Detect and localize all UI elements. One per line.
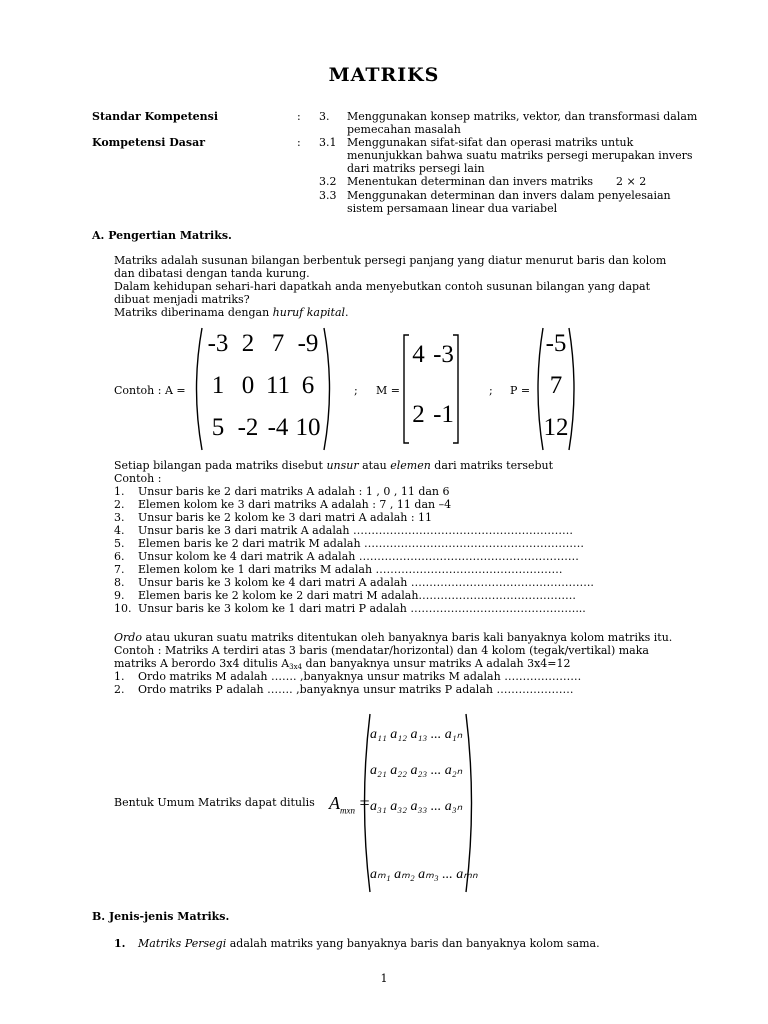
jenis-item-text bbox=[138, 937, 600, 950]
ordo-line-2: Contoh : Matriks A terdiri atas 3 baris (mendatar/horizontal) dan 4 kolom (tegak/vertikal) maka bbox=[114, 644, 649, 657]
unsur-intro-text-3: dari matriks tersebut bbox=[430, 459, 554, 472]
unsur-item-number: 2. bbox=[114, 498, 125, 511]
naming-italic: huruf kapital bbox=[272, 306, 346, 319]
general-equals: = bbox=[359, 793, 370, 813]
ordo-term: Ordo bbox=[114, 631, 142, 644]
matrix-a-cell: 1 bbox=[211, 372, 225, 399]
matrix-p-cell: -5 bbox=[545, 330, 567, 357]
ordo-line-1 bbox=[114, 631, 672, 644]
sk-label: Standar Kompetensi bbox=[92, 110, 219, 123]
unsur-intro bbox=[114, 459, 553, 472]
matrix-a-cell: 7 bbox=[271, 330, 285, 357]
kd1-number: 3.1 bbox=[319, 136, 337, 149]
ordo-line-3-a: matriks A berordo 3x4 ditulis A bbox=[114, 657, 290, 670]
unsur-item-number: 5. bbox=[114, 537, 125, 550]
naming-end: . bbox=[345, 306, 349, 319]
elemen-term: elemen bbox=[390, 459, 431, 472]
naming-text: Matriks diberinama dengan bbox=[114, 306, 273, 319]
unsur-item-number: 1. bbox=[114, 485, 125, 498]
contoh-a-label: Contoh : A = bbox=[114, 384, 186, 397]
section-a-heading: A. Pengertian Matriks. bbox=[92, 229, 232, 242]
section-b-heading: B. Jenis-jenis Matriks. bbox=[92, 910, 230, 923]
general-matrix bbox=[359, 712, 478, 894]
unsur-item-number: 6. bbox=[114, 550, 125, 563]
label-m: M = bbox=[376, 384, 400, 397]
page-title: MATRIKS bbox=[328, 64, 440, 86]
semicolon-1: ; bbox=[354, 384, 358, 397]
kd2-number: 3.2 bbox=[319, 175, 337, 188]
naming-line bbox=[114, 306, 349, 319]
matrix-a-cell: 10 bbox=[295, 414, 321, 441]
unsur-item-number: 3. bbox=[114, 511, 125, 524]
matrix-m-cell: -3 bbox=[433, 341, 454, 368]
unsur-item-text: Unsur baris ke 2 dari matriks A adalah : 1 , 0 , 11 dan 6 bbox=[138, 485, 450, 498]
matrix-m-cell: 2 bbox=[412, 401, 425, 428]
jenis-item-number: 1. bbox=[114, 937, 126, 950]
matrix-p bbox=[535, 326, 577, 452]
contoh-label: Contoh : bbox=[114, 472, 162, 485]
general-row-3: a₃₁ a₃₂ a₃₃ ... a₃ₙ bbox=[370, 799, 463, 814]
unsur-item-number: 9. bbox=[114, 589, 125, 602]
definition-line-2: dan dibatasi dengan tanda kurung. bbox=[114, 267, 310, 280]
general-caption: Bentuk Umum Matriks dapat ditulis bbox=[114, 796, 315, 809]
matrix-a-cell: -2 bbox=[237, 414, 259, 441]
ordo-q2-text: Ordo matriks P adalah ……. ,banyaknya unsur matriks P adalah ………………… bbox=[138, 683, 574, 696]
matrix-m-cell: -1 bbox=[433, 401, 454, 428]
kd-colon: : bbox=[297, 136, 301, 149]
matrix-a-cell: -3 bbox=[207, 330, 229, 357]
matrix-a-cell: 11 bbox=[265, 372, 291, 399]
sk-line-1: Menggunakan konsep matriks, vektor, dan transformasi dalam bbox=[347, 110, 698, 123]
kd1-line-2: menunjukkan bahwa suatu matriks persegi merupakan invers bbox=[347, 149, 693, 162]
matrix-a bbox=[193, 326, 333, 452]
matrix-m-cell: 4 bbox=[412, 341, 425, 368]
kd3-line-1: Menggunakan determinan dan invers dalam penyelesaian bbox=[347, 189, 671, 202]
general-row-4: aₘ₁ aₘ₂ aₘ₃ ... aₘₙ bbox=[370, 867, 478, 882]
question-line-2: dibuat menjadi matriks? bbox=[114, 293, 250, 306]
ordo-line-3-b: dan banyaknya unsur matriks A adalah 3x4=12 bbox=[302, 657, 571, 670]
unsur-item-number: 4. bbox=[114, 524, 125, 537]
kd1-line-3: dari matriks persegi lain bbox=[347, 162, 485, 175]
kd1-line-1: Menggunakan sifat-sifat dan operasi matriks untuk bbox=[347, 136, 634, 149]
sk-line-2: pemecahan masalah bbox=[347, 123, 461, 136]
matrix-a-cell: 0 bbox=[241, 372, 255, 399]
ordo-subscript: 3x4 bbox=[289, 663, 303, 671]
general-row-1: a₁₁ a₁₂ a₁₃ ... a₁ₙ bbox=[370, 727, 463, 742]
matrix-m bbox=[402, 333, 460, 445]
ordo-q1-number: 1. bbox=[114, 670, 125, 683]
matriks-persegi-term: Matriks Persegi bbox=[138, 937, 227, 950]
page-number: 1 bbox=[380, 972, 388, 985]
sk-number: 3. bbox=[319, 110, 330, 123]
semicolon-2: ; bbox=[489, 384, 493, 397]
matrix-p-cell: 7 bbox=[549, 372, 563, 399]
kd3-line-2: sistem persamaan linear dua variabel bbox=[347, 202, 558, 215]
unsur-item-number: 8. bbox=[114, 576, 125, 589]
unsur-item-text: Elemen baris ke 2 dari matrik M adalah …………………………………………………… bbox=[138, 537, 585, 550]
unsur-item-text: Unsur baris ke 3 kolom ke 4 dari matri A adalah ………………………………………….. bbox=[138, 576, 594, 589]
matrix-p-cell: 12 bbox=[543, 414, 569, 441]
unsur-item-text: Elemen kolom ke 3 dari matriks A adalah : 7 , 11 dan –4 bbox=[138, 498, 452, 511]
matrix-a-cell: 2 bbox=[241, 330, 255, 357]
unsur-intro-text-1: Setiap bilangan pada matriks disebut bbox=[114, 459, 327, 472]
unsur-item-text: Unsur baris ke 3 dari matrik A adalah …………………………………………………… bbox=[138, 524, 573, 537]
matriks-persegi-definition: adalah matriks yang banyaknya baris dan banyaknya kolom sama. bbox=[226, 937, 600, 950]
kd2-dimension: 2 × 2 bbox=[616, 175, 647, 188]
unsur-item-text: Unsur baris ke 2 kolom ke 3 dari matri A adalah : 11 bbox=[138, 511, 433, 524]
ordo-q2-number: 2. bbox=[114, 683, 125, 696]
unsur-item-text: Unsur baris ke 3 kolom ke 1 dari matri P adalah ………………………………………... bbox=[138, 602, 586, 615]
general-lhs-subscript: mxn bbox=[340, 805, 355, 816]
general-row-2: a₂₁ a₂₂ a₂₃ ... a₂ₙ bbox=[370, 763, 463, 778]
unsur-item-number: 10. bbox=[114, 602, 132, 615]
matrix-a-cell: -4 bbox=[267, 414, 289, 441]
kd2-line-1: Menentukan determinan dan invers matriks bbox=[347, 175, 594, 188]
unsur-item-text: Unsur kolom ke 4 dari matrik A adalah …………………………………………………… bbox=[138, 550, 579, 563]
unsur-item-text: Elemen baris ke 2 kolom ke 2 dari matri M adalah……………………………………. bbox=[138, 589, 576, 602]
question-line-1: Dalam kehidupan sehari-hari dapatkah anda menyebutkan contoh susunan bilangan yang dapat bbox=[114, 280, 651, 293]
unsur-item-number: 7. bbox=[114, 563, 125, 576]
unsur-intro-text-2: atau bbox=[358, 459, 391, 472]
ordo-line-1-text: atau ukuran suatu matriks ditentukan oleh banyaknya baris kali banyaknya kolom matriks itu. bbox=[141, 631, 673, 644]
kd3-number: 3.3 bbox=[319, 189, 337, 202]
unsur-term: unsur bbox=[326, 459, 359, 472]
ordo-q1-text: Ordo matriks M adalah ……. ,banyaknya unsur matriks M adalah ………………… bbox=[138, 670, 582, 683]
matrix-a-cell: 6 bbox=[301, 372, 315, 399]
general-lhs-letter: A bbox=[329, 793, 340, 813]
definition-line-1: Matriks adalah susunan bilangan berbentuk persegi panjang yang diatur menurut baris dan kolom bbox=[114, 254, 667, 267]
matrix-a-cell: -9 bbox=[297, 330, 319, 357]
sk-colon: : bbox=[297, 110, 301, 123]
unsur-item-text: Elemen kolom ke 1 dari matriks M adalah …………………………………………… bbox=[138, 563, 563, 576]
kd-label: Kompetensi Dasar bbox=[92, 136, 206, 149]
matrix-a-cell: 5 bbox=[211, 414, 225, 441]
label-p: P = bbox=[510, 384, 531, 397]
